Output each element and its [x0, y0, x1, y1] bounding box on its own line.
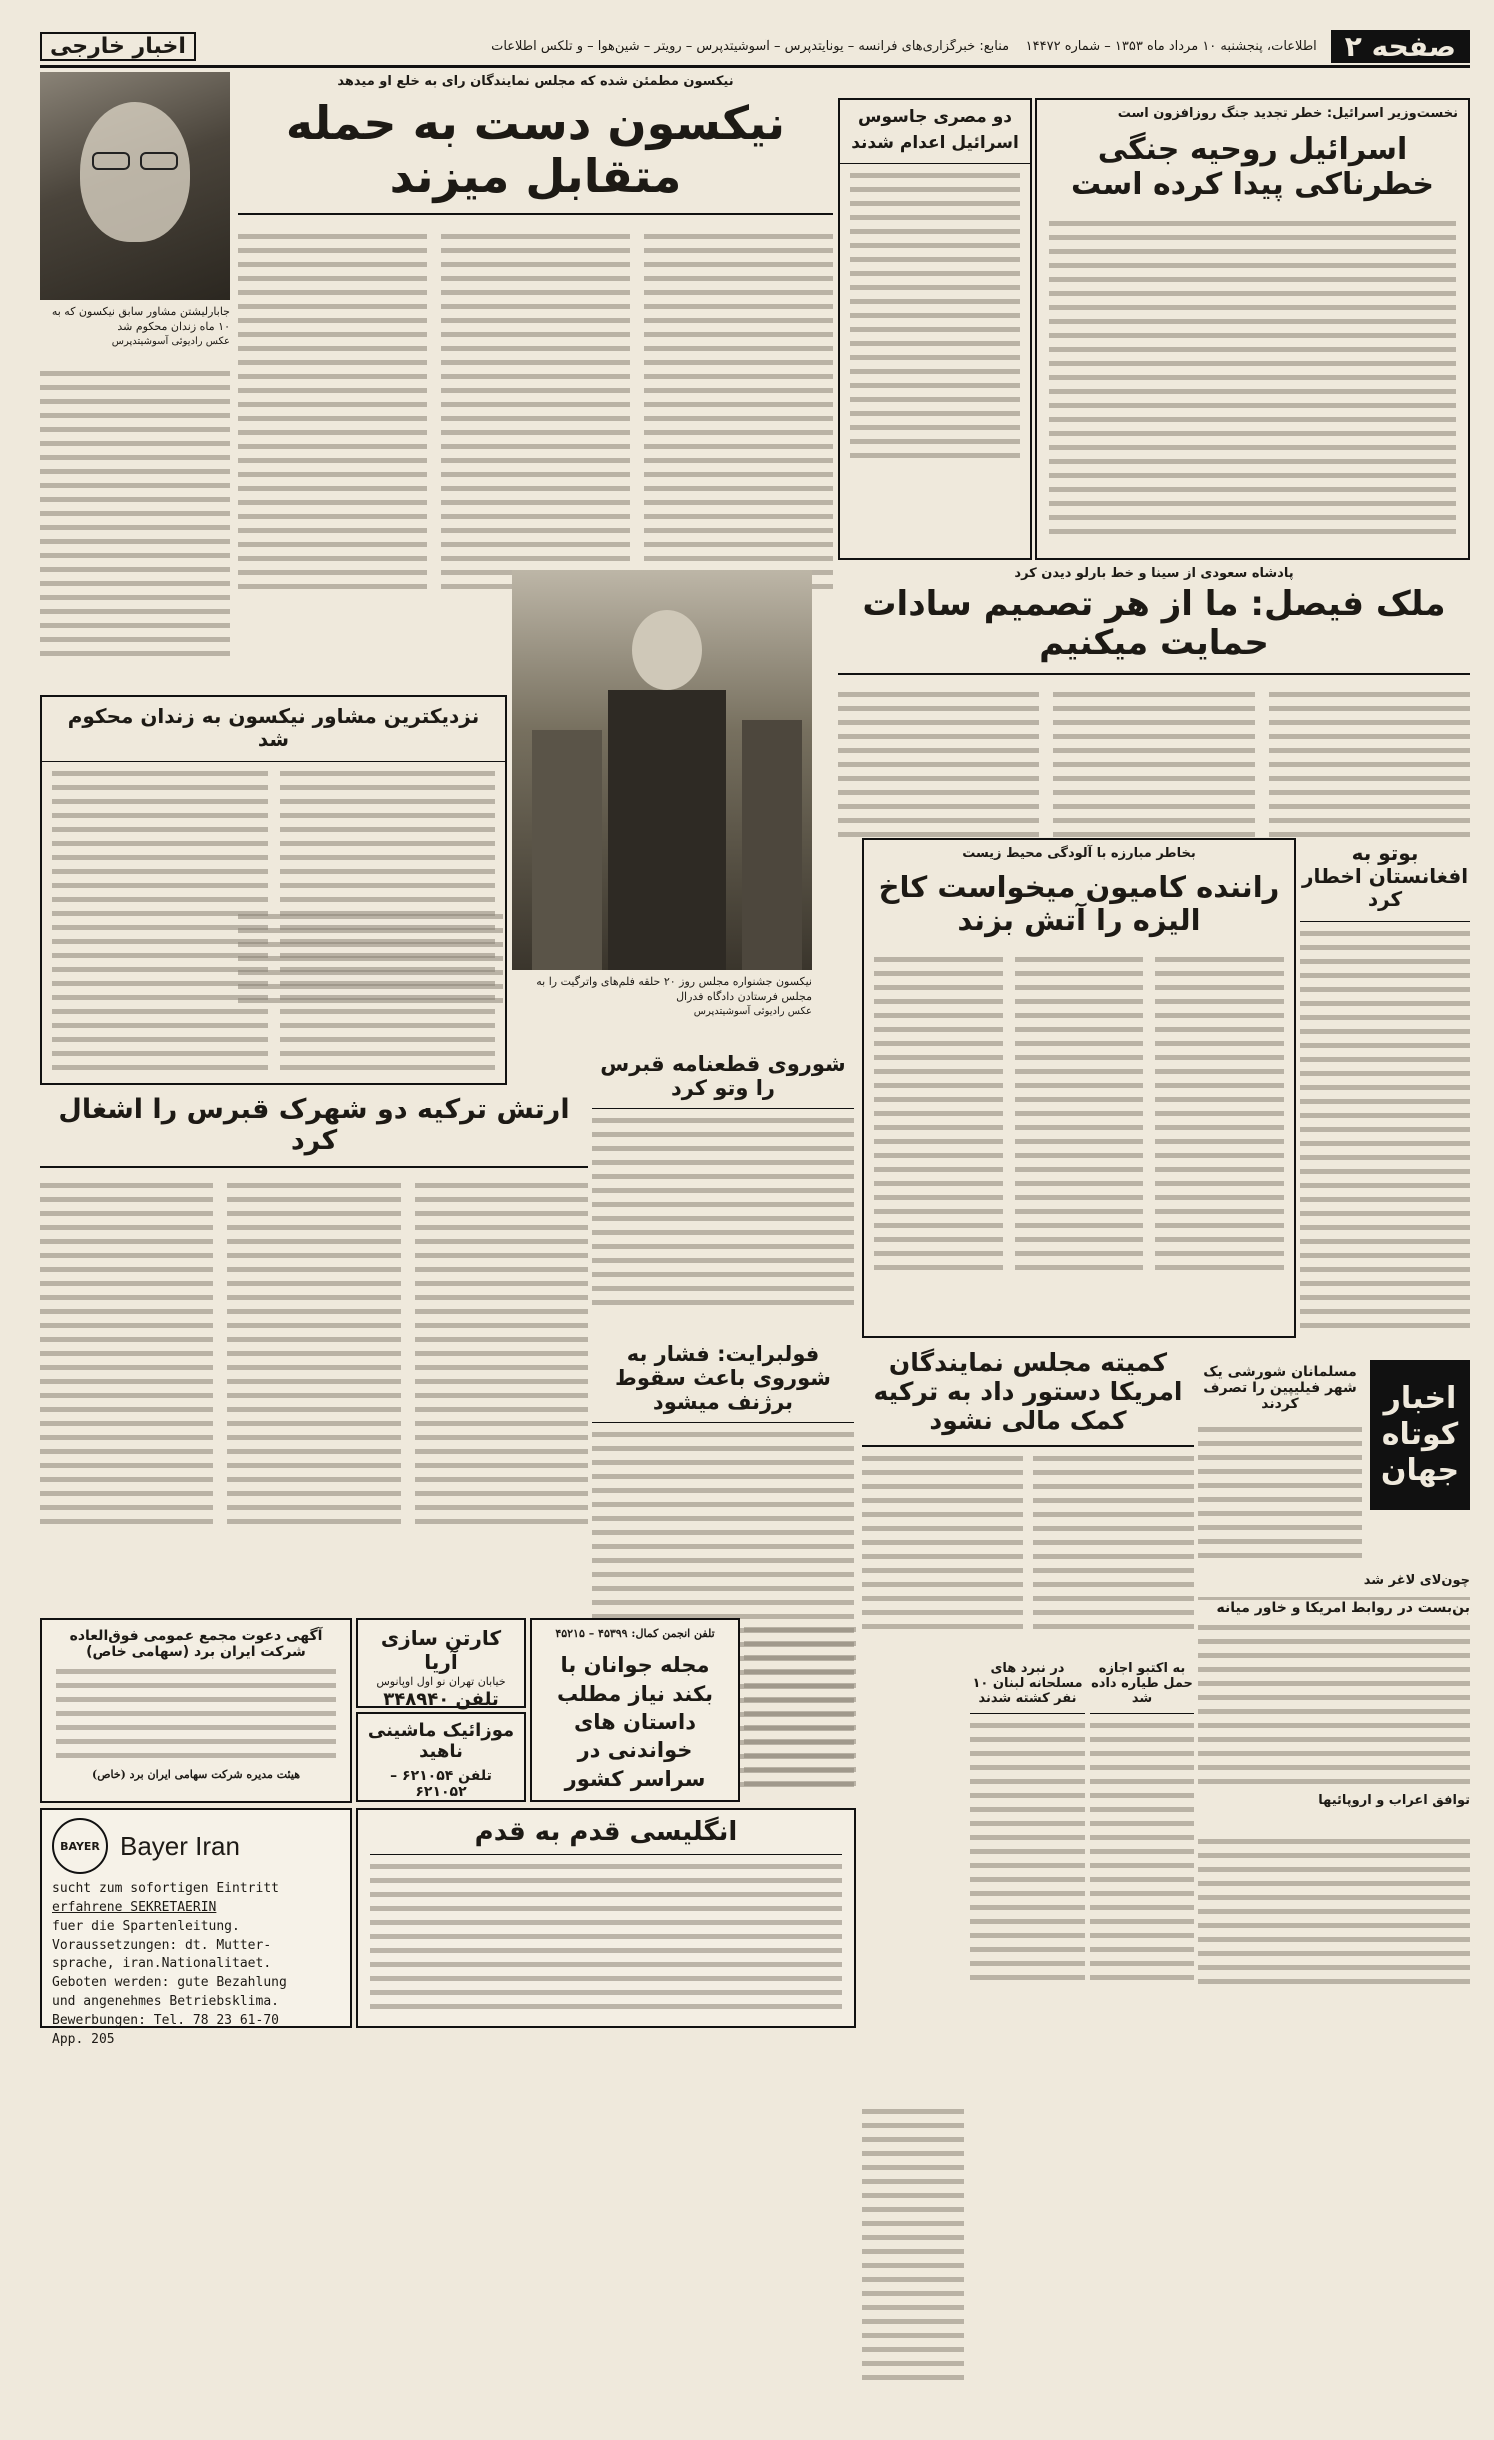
egypt-body: [840, 173, 1030, 458]
bayer-line-6: Geboten werden: gute Bezahlung: [52, 1975, 287, 1991]
fulbright-headline: فولبرایت: فشار به شوروی باعث سقوط برژنف میشود: [592, 1338, 854, 1423]
bayer-line-5: sprache, iran.Nationalitaet.: [52, 1956, 272, 1972]
english-ad: [356, 1808, 856, 2028]
ehrlichman-photo-block: [512, 570, 812, 1040]
nahid-phone: تلفن ۶۲۱۰۵۴ – ۶۲۱۰۵۲: [390, 1768, 492, 1800]
bayer-company: Bayer Iran: [120, 1830, 240, 1861]
bayer-line-2: erfahrene SEKRETAERIN: [52, 1899, 217, 1915]
soviet-headline: شوروی قطعنامه قبرس را وتو کرد: [592, 1050, 854, 1109]
iran-bird-ad: [40, 1618, 352, 1803]
ehrlichman-photo-credit: عکس رادیوئی آسوشیتدپرس: [693, 1005, 812, 1017]
elysee-kicker: بخاطر مبارزه با آلودگی محیط زیست: [962, 846, 1196, 861]
issue-info: اطلاعات، پنجشنبه ۱۰ مرداد ماه ۱۳۵۳ – شماره ۱۴۴۷۲ منابع: خبرگزاری‌های فرانسه – یونایتدپرس – آسوشیتدپرس – رویتر – شین‌هوا – و تلکس اطلاعات: [491, 39, 1317, 54]
section-label: اخبار خارجی: [40, 32, 196, 61]
faisal-headline: ملک فیصل: ما از هر تصمیم سادات حمایت میکنیم: [838, 581, 1470, 675]
magazine-title: مجله جوانان با بکند نیاز مطلب داستان های خواندنی در سراسر کشور: [556, 1653, 714, 1791]
aria-title: کارتن سازی آریا: [380, 1626, 502, 1674]
china-headline: چون‌لای لاغر شد: [1363, 1573, 1470, 1589]
israel-article: [1035, 98, 1470, 560]
afghanistan-headline: بوتو به افغانستان اخطار کرد: [1300, 838, 1470, 922]
iran-bird-title: آگهی دعوت مجمع عمومی فوق‌العاده شرکت ایران برد (سهامی خاص): [69, 1628, 323, 1660]
elysee-article: [862, 838, 1296, 1338]
bayer-line-9: App. 205: [52, 2031, 115, 2047]
egypt-headline: اسرائیل اعدام شدند: [840, 128, 1030, 165]
world-brief-block: [1198, 1360, 1470, 1830]
hijack-article: [1090, 1660, 1194, 2000]
turkey-article: [862, 1345, 1194, 1655]
nahid-title: موزائیک ماشینی ناهید: [367, 1720, 515, 1762]
america-arab-article: [1198, 1830, 1470, 2010]
cyprus-article: [40, 1090, 588, 1530]
nixon-kicker: نیکسون مطمئن شده که مجلس نمایندگان رای به خلع او میدهد: [337, 74, 734, 89]
bayer-ad: [40, 1808, 352, 2047]
turkey-continued-body: [862, 2100, 964, 2440]
ehrlichman-headline: نزدیکترین مشاور نیکسون به زندان محکوم شد: [42, 697, 505, 762]
aria-ad: [356, 1618, 526, 1711]
afghanistan-article: [1300, 838, 1470, 1358]
elysee-headline: راننده کامیون میخواست کاخ الیزه را آتش بزند: [878, 870, 1280, 938]
bayer-line-8: Bewerbungen: Tel. 78 23 61-70: [52, 2012, 279, 2028]
bayer-line-3: fuer die Spartenleitung.: [52, 1918, 240, 1934]
israel-body: [1037, 221, 1468, 534]
israel-kicker: نخست‌وزیر اسرائیل: خطر تجدید جنگ‌ روز‌افزون است: [1117, 106, 1458, 121]
soviet-article: [592, 1050, 854, 1330]
philippines-headline: مسلمانان شورشی یک شهر فیلیپین را تصرف کردند: [1203, 1364, 1357, 1413]
turkey-headline: کمیته مجلس نمایندگان امریکا دستور داد به ترکیه کمک مالی نشود: [862, 1345, 1194, 1447]
egypt-kicker: دو مصری جاسوس: [857, 107, 1013, 127]
portrait-credit: عکس رادیوئی آسوشیتدپرس: [111, 335, 230, 347]
magazine-phone: تلفن انجمن کمال: ۴۵۳۹۹ – ۴۵۲۱۵: [555, 1627, 715, 1640]
egypt-article: [838, 98, 1032, 560]
nixon-headline: نیکسون دست به حمله متقابل میزند: [238, 91, 833, 215]
america-arab-head-block: [1198, 1600, 1470, 1640]
bayer-line-4: Voraussetzungen: dt. Mutter-: [52, 1937, 272, 1953]
masthead: [40, 28, 1470, 68]
israel-headline: اسرائیل روحیه جنگی خطرناکی پیدا کرده است: [1070, 132, 1435, 202]
aria-address: خیابان تهران نو اول اوپانوس: [376, 1675, 506, 1688]
europe-arab-headline: توافق اعراب و اروپائیها: [1318, 1793, 1470, 1809]
iran-bird-footer: هیئت مدیره شرکت سهامی ایران برد (خاص): [91, 1768, 300, 1781]
bayer-line-7: und angenehmes Betriebsklima.: [52, 1994, 279, 2010]
lebanon-headline: در نبرد های مسلحانه لبنان ۱۰ نفر کشته شدند: [970, 1660, 1085, 1714]
lebanon-article: [970, 1660, 1085, 2000]
left-column-body: [40, 362, 230, 692]
bayer-logo-icon: BAYER: [52, 1818, 108, 1874]
fulbright-continued-body: [744, 1618, 856, 1802]
nahid-ad: [356, 1712, 526, 1802]
portrait-photo-block: [40, 72, 230, 362]
world-brief-label: اخبار کوتاه جهان: [1370, 1360, 1470, 1510]
cyprus-headline: ارتش ترکیه دو شهرک قبرس را اشغال کرد: [40, 1090, 588, 1168]
page-number: صفحه ۲: [1331, 30, 1470, 63]
english-title: انگلیسی قدم به قدم: [370, 1818, 842, 1855]
faisal-article: [838, 566, 1470, 834]
ehrlichman-photo: [512, 570, 812, 970]
portrait-caption: جابارلیشتن مشاور سابق نیکسون که به ۱۰ ماه زندان محکوم شد: [51, 305, 230, 334]
portrait-photo: [40, 72, 230, 300]
ehrlichman-photo-caption: نیکسون جشنواره مجلس روز ۲۰ حلقه فلم‌های واترگیت را به مجلس فرستادن دادگاه فدرال: [536, 975, 812, 1004]
aria-phone: تلفن ۳۴۸۹۴۰: [383, 1689, 499, 1711]
magazine-ad: [530, 1618, 740, 1802]
bayer-line-1: sucht zum sofortigen Eintritt: [52, 1881, 279, 1896]
america-arab-headline: بن‌بست در روابط امریکا و خاور میانه: [1198, 1600, 1470, 1616]
ehrlichman-article: [40, 695, 507, 1085]
faisal-kicker: پادشاه سعودی از سینا و خط بارلو دیدن کرد: [1014, 566, 1294, 581]
hijack-headline: به اکتبو اجازه حمل طیاره داده شد: [1090, 1660, 1194, 1714]
nixon-article: [238, 72, 833, 572]
